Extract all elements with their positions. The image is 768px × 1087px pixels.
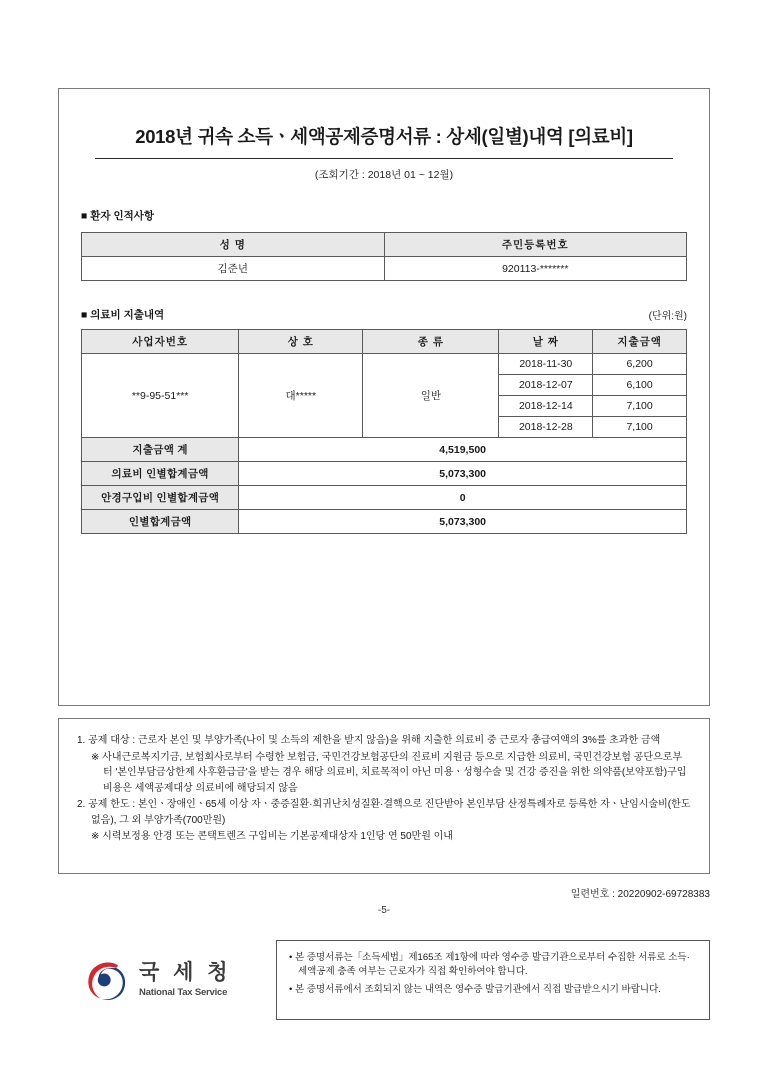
expense-date: 2018-12-28 xyxy=(499,417,593,438)
column-header-business-name: 상 호 xyxy=(239,330,363,354)
footer-notice-item: • 본 증명서류에서 조회되지 않는 내역은 영수증 발급기관에서 직접 발급받으시기 바랍니다. xyxy=(289,983,661,995)
expense-amount: 7,100 xyxy=(593,396,687,417)
table-header-row xyxy=(82,233,687,257)
patient-section-label: ■ 환자 인적사항 xyxy=(81,210,155,222)
summary-value: 5,073,300 xyxy=(239,462,687,486)
expense-amount: 6,200 xyxy=(593,354,687,375)
footnotes-box xyxy=(58,718,710,874)
serial-number: 일련번호 : 20220902-69728383 xyxy=(570,889,710,900)
summary-label: 지출금액 계 xyxy=(82,438,239,462)
table-row xyxy=(82,257,687,281)
currency-unit-note: (단위:원) xyxy=(648,311,687,322)
query-period-subtitle: (조회기간 : 2018년 01 ~ 12월) xyxy=(314,169,454,181)
expense-amount: 7,100 xyxy=(593,417,687,438)
summary-row-eyewear-total xyxy=(82,486,687,510)
summary-label: 안경구입비 인별합계금액 xyxy=(82,486,239,510)
summary-value: 4,519,500 xyxy=(239,438,687,462)
expense-date: 2018-12-07 xyxy=(499,375,593,396)
footer-notice-box xyxy=(276,940,710,1020)
column-header-amount: 지출금액 xyxy=(593,330,687,354)
summary-label: 인별합계금액 xyxy=(82,510,239,534)
nts-logo-english: National Tax Service xyxy=(139,986,228,998)
expense-section-label: ■ 의료비 지출내역 xyxy=(81,309,165,321)
footer-notice-item: • 본 증명서류는「소득세법」제165조 제1항에 따라 영수증 발급기관으로부터 수집한 서류로 소득·세액공제 충족 여부는 근로자가 직접 확인하여야 합니다. xyxy=(289,952,690,978)
summary-row-total-paid xyxy=(82,438,687,462)
business-no-value: **9-95-51*** xyxy=(82,354,239,438)
column-header-name: 성 명 xyxy=(82,233,385,257)
medical-expense-table xyxy=(81,329,687,534)
column-header-type: 종 류 xyxy=(363,330,499,354)
nts-logo-text xyxy=(139,962,232,997)
table-row xyxy=(82,354,687,375)
expense-type-value: 일반 xyxy=(363,354,499,438)
business-name-value: 대***** xyxy=(239,354,363,438)
page-title: 2018년 귀속 소득ㆍ세액공제증명서류 : 상세(일별)내역 [의료비] xyxy=(135,126,633,147)
expense-date: 2018-11-30 xyxy=(499,354,593,375)
footnote-item: 2. 공제 한도 : 본인ㆍ장애인ㆍ65세 이상 자ㆍ중증질환·희귀난치성질환·결핵으로 진단받아 본인부담 산정특례자로 등록한 자ㆍ난임시술비(한도없음), 그 외 부양가족(700만원) xyxy=(77,799,691,826)
summary-row-grand-total xyxy=(82,510,687,534)
page-number: -5- xyxy=(377,905,391,916)
patient-resident-id-value: 920113-******* xyxy=(384,257,687,281)
expense-amount: 6,100 xyxy=(593,375,687,396)
page-footer xyxy=(58,940,710,1020)
summary-value: 0 xyxy=(239,486,687,510)
column-header-date: 날 짜 xyxy=(499,330,593,354)
column-header-business-no: 사업자번호 xyxy=(82,330,239,354)
summary-value: 5,073,300 xyxy=(239,510,687,534)
nts-taeguk-icon xyxy=(84,957,130,1003)
patient-info-table xyxy=(81,232,687,281)
nts-logo-korean: 국 세 청 xyxy=(139,961,232,985)
summary-label: 의료비 인별합계금액 xyxy=(82,462,239,486)
footnote-item: ※ 사내근로복지기금, 보험회사로부터 수령한 보험금, 국민건강보험공단의 진료비 지원금 등으로 지급한 의료비, 국민건강보험 공단으로부터 '본인부담금상한제 사후환급금'을 받는 경우 해당 의료비, 치료목적이 아닌 미용ㆍ성형수술 및 건강 증진을 위한 의약품(보약포함)구입 비용은 세액공제대상 의료비에 해당되지 않음 xyxy=(91,751,687,794)
main-content-box xyxy=(58,88,710,706)
table-header-row xyxy=(82,330,687,354)
column-header-resident-id: 주민등록번호 xyxy=(384,233,687,257)
footnote-item: 1. 공제 대상 : 근로자 본인 및 부양가족(나이 및 소득의 제한을 받지 않음)을 위해 지출한 의료비 중 근로자 총급여액의 3%를 초과한 금액 xyxy=(77,735,661,746)
summary-row-medical-total xyxy=(82,462,687,486)
expense-section-header xyxy=(81,307,687,320)
footnote-item: ※ 시력보정용 안경 또는 콘택트렌즈 구입비는 기본공제대상자 1인당 연 50만원 이내 xyxy=(91,831,453,842)
patient-name-value: 김준년 xyxy=(82,257,385,281)
nts-logo xyxy=(58,957,270,1003)
expense-date: 2018-12-14 xyxy=(499,396,593,417)
